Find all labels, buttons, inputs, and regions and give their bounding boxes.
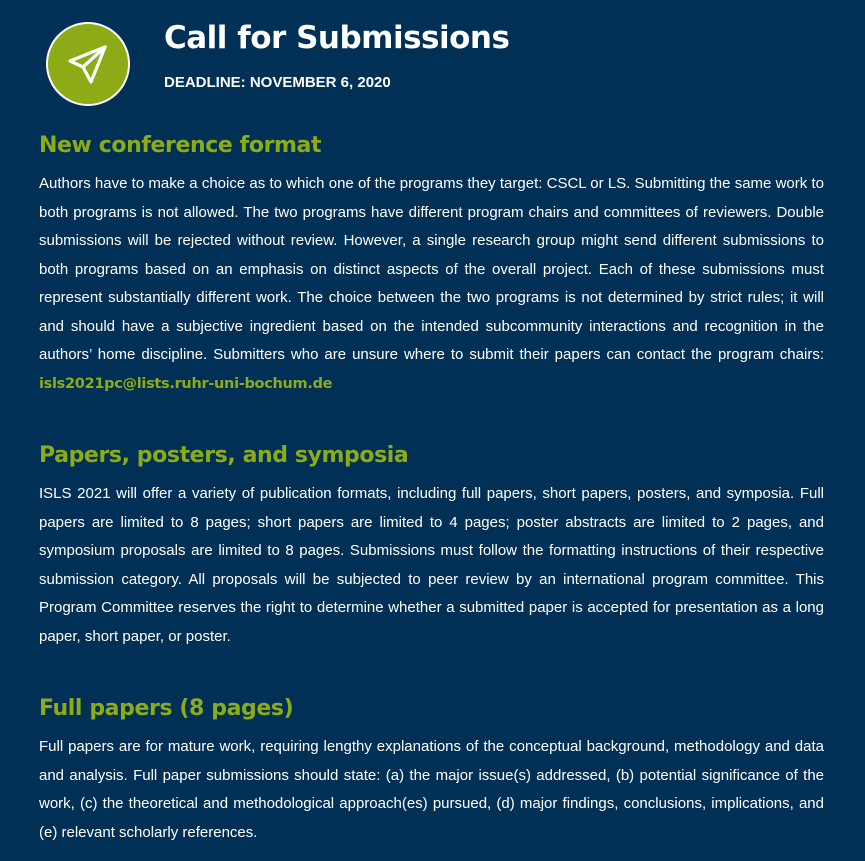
section-heading: Full papers (8 pages): [39, 696, 294, 721]
section-body-text: Authors have to make a choice as to which one of the programs they target: CSCL or LS. Submitting the same work to both programs is not allowed. The two programs have different program chairs and committees of reviewers. Double submissions will be rejected without review. However, a single research group might send different submissions to both programs based on an emphasis on distinct aspects of the overall project. Each of these submissions must represent substantially different work. The choice between the two programs is not determined by strict rules; it will and should have a subjective ingredient based on the intended subcommunity interactions and recognition in the authors’ home discipline. Submitters who are unsure where to submit their papers can contact the program chairs:: [39, 175, 824, 363]
main-content: [39, 130, 824, 847]
page-header: [0, 0, 865, 115]
section-heading: Papers, posters, and symposia: [39, 443, 409, 468]
deadline-text: DEADLINE: NOVEMBER 6, 2020: [164, 74, 391, 91]
paper-plane-icon: [66, 42, 110, 86]
section-new-conference-format: [39, 130, 824, 398]
program-chairs-email-link[interactable]: isls2021pc@lists.ruhr-uni-bochum.de: [39, 375, 333, 392]
section-heading: New conference format: [39, 133, 322, 158]
section-body: [39, 170, 824, 398]
logo-badge: [46, 22, 130, 106]
section-body: ISLS 2021 will offer a variety of publication formats, including full papers, short papers, posters, and symposia. Full papers are limited to 8 pages; short papers are limited to 4 pages; poster abstracts are limited to 2 pages, and symposium proposals are limited to 8 pages. Submissions must follow the formatting instructions of their respective submission category. All proposals will be subjected to peer review by an international program committee. This Program Committee reserves the right to determine whether a submitted paper is accepted for presentation as a long paper, short paper, or poster.: [39, 485, 824, 645]
section-body: Full papers are for mature work, requiring lengthy explanations of the conceptual background, methodology and data and analysis. Full paper submissions should state: (a) the major issue(s) addressed, (b) potential significance of the work, (c) the theoretical and methodological approach(es) pursued, (d) major findings, conclusions, implications, and (e) relevant scholarly references.: [39, 738, 824, 841]
section-papers-posters-symposia: [39, 440, 824, 651]
page-title: Call for Submissions: [164, 20, 510, 56]
section-full-papers: [39, 693, 824, 847]
